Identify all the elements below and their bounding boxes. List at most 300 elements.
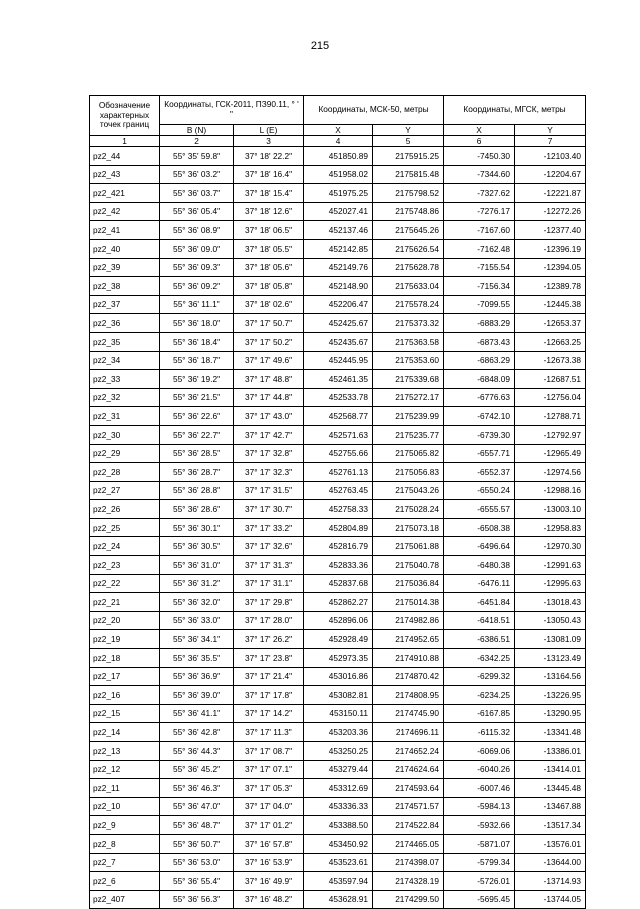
mgsk-y-cell: -12970.30 <box>515 537 586 556</box>
table-row <box>90 500 586 519</box>
longitude-l-cell: 37° 17' 26.2" <box>234 630 304 649</box>
mgsk-x-cell: -6883.29 <box>444 314 515 333</box>
mgsk-x-cell: -6476.11 <box>444 574 515 593</box>
mgsk-x-cell: -6299.32 <box>444 667 515 686</box>
msk-y-cell: 2175272.17 <box>373 388 444 407</box>
table-row <box>90 556 586 575</box>
point-name-cell: pz2_12 <box>90 760 160 779</box>
mgsk-y-cell: -13744.05 <box>515 890 586 909</box>
msk-x-cell: 452137.46 <box>304 221 373 240</box>
longitude-l-cell: 37° 17' 48.8" <box>234 370 304 389</box>
mgsk-y-cell: -12377.40 <box>515 221 586 240</box>
latitude-b-cell: 55° 36' 05.4" <box>160 202 234 221</box>
table-row <box>90 184 586 203</box>
mgsk-x-cell: -5932.66 <box>444 816 515 835</box>
msk-x-cell: 453523.61 <box>304 853 373 872</box>
longitude-l-cell: 37° 18' 16.4" <box>234 165 304 184</box>
mgsk-y-cell: -12389.78 <box>515 277 586 296</box>
msk-x-cell: 453150.11 <box>304 704 373 723</box>
msk-y-cell: 2174808.95 <box>373 686 444 705</box>
msk-x-cell: 452862.27 <box>304 593 373 612</box>
latitude-b-cell: 55° 35' 59.8" <box>160 147 234 166</box>
msk-x-cell: 453450.92 <box>304 834 373 853</box>
mgsk-x-cell: -6451.84 <box>444 593 515 612</box>
mgsk-y-cell: -12445.38 <box>515 295 586 314</box>
longitude-l-cell: 37° 17' 31.1" <box>234 574 304 593</box>
table-row <box>90 611 586 630</box>
mgsk-x-cell: -6496.64 <box>444 537 515 556</box>
longitude-l-cell: 37° 17' 08.7" <box>234 742 304 761</box>
latitude-b-cell: 55° 36' 18.7" <box>160 351 234 370</box>
point-name-cell: pz2_40 <box>90 239 160 258</box>
msk-x-cell: 452928.49 <box>304 630 373 649</box>
msk-y-cell: 2174696.11 <box>373 723 444 742</box>
msk-y-cell: 2175363.58 <box>373 332 444 351</box>
mgsk-y-cell: -13644.00 <box>515 853 586 872</box>
mgsk-x-cell: -6167.85 <box>444 704 515 723</box>
table-row <box>90 239 586 258</box>
mgsk-y-cell: -13576.01 <box>515 834 586 853</box>
mgsk-x-cell: -5871.07 <box>444 834 515 853</box>
longitude-l-cell: 37° 18' 05.6" <box>234 258 304 277</box>
coordinates-table <box>89 95 586 909</box>
msk-x-cell: 453388.50 <box>304 816 373 835</box>
point-name-cell: pz2_33 <box>90 370 160 389</box>
latitude-b-cell: 55° 36' 44.3" <box>160 742 234 761</box>
msk-y-cell: 2174522.84 <box>373 816 444 835</box>
mgsk-x-cell: -6115.32 <box>444 723 515 742</box>
latitude-b-cell: 55° 36' 30.1" <box>160 518 234 537</box>
subheader-msk-y: Y <box>373 125 444 136</box>
point-name-cell: pz2_27 <box>90 481 160 500</box>
table-row <box>90 779 586 798</box>
point-name-cell: pz2_13 <box>90 742 160 761</box>
msk-y-cell: 2175748.86 <box>373 202 444 221</box>
longitude-l-cell: 37° 17' 33.2" <box>234 518 304 537</box>
table-row <box>90 370 586 389</box>
table-row <box>90 816 586 835</box>
msk-x-cell: 453279.44 <box>304 760 373 779</box>
point-name-cell: pz2_44 <box>90 147 160 166</box>
point-name-cell: pz2_25 <box>90 518 160 537</box>
table-row <box>90 518 586 537</box>
mgsk-y-cell: -12673.38 <box>515 351 586 370</box>
msk-y-cell: 2175798.52 <box>373 184 444 203</box>
mgsk-y-cell: -12221.87 <box>515 184 586 203</box>
table-row <box>90 797 586 816</box>
table-row <box>90 295 586 314</box>
point-name-cell: pz2_421 <box>90 184 160 203</box>
longitude-l-cell: 37° 18' 15.4" <box>234 184 304 203</box>
table-row <box>90 481 586 500</box>
longitude-l-cell: 37° 17' 32.6" <box>234 537 304 556</box>
point-name-cell: pz2_407 <box>90 890 160 909</box>
longitude-l-cell: 37° 17' 32.3" <box>234 463 304 482</box>
latitude-b-cell: 55° 36' 34.1" <box>160 630 234 649</box>
point-name-cell: pz2_7 <box>90 853 160 872</box>
point-name-cell: pz2_32 <box>90 388 160 407</box>
msk-y-cell: 2175043.26 <box>373 481 444 500</box>
msk-x-cell: 452425.67 <box>304 314 373 333</box>
mgsk-y-cell: -13467.88 <box>515 797 586 816</box>
mgsk-y-cell: -13714.93 <box>515 872 586 891</box>
longitude-l-cell: 37° 17' 17.8" <box>234 686 304 705</box>
msk-y-cell: 2174398.07 <box>373 853 444 872</box>
point-name-cell: pz2_39 <box>90 258 160 277</box>
table-row <box>90 742 586 761</box>
latitude-b-cell: 55° 36' 28.5" <box>160 444 234 463</box>
msk-x-cell: 452461.35 <box>304 370 373 389</box>
latitude-b-cell: 55° 36' 42.8" <box>160 723 234 742</box>
msk-x-cell: 452833.36 <box>304 556 373 575</box>
latitude-b-cell: 55° 36' 48.7" <box>160 816 234 835</box>
mgsk-y-cell: -12788.71 <box>515 407 586 426</box>
latitude-b-cell: 55° 36' 53.0" <box>160 853 234 872</box>
point-name-cell: pz2_43 <box>90 165 160 184</box>
latitude-b-cell: 55° 36' 28.7" <box>160 463 234 482</box>
msk-y-cell: 2174870.42 <box>373 667 444 686</box>
mgsk-x-cell: -6552.37 <box>444 463 515 482</box>
longitude-l-cell: 37° 16' 49.9" <box>234 872 304 891</box>
msk-y-cell: 2175645.26 <box>373 221 444 240</box>
mgsk-y-cell: -13445.48 <box>515 779 586 798</box>
msk-x-cell: 452206.47 <box>304 295 373 314</box>
latitude-b-cell: 55° 36' 11.1" <box>160 295 234 314</box>
msk-y-cell: 2174299.50 <box>373 890 444 909</box>
mgsk-x-cell: -6557.71 <box>444 444 515 463</box>
mgsk-y-cell: -13226.95 <box>515 686 586 705</box>
point-name-cell: pz2_20 <box>90 611 160 630</box>
point-name-cell: pz2_15 <box>90 704 160 723</box>
msk-x-cell: 452973.35 <box>304 649 373 668</box>
point-name-cell: pz2_23 <box>90 556 160 575</box>
mgsk-y-cell: -13517.34 <box>515 816 586 835</box>
point-name-cell: pz2_17 <box>90 667 160 686</box>
longitude-l-cell: 37° 17' 07.1" <box>234 760 304 779</box>
table-row <box>90 165 586 184</box>
msk-x-cell: 453203.36 <box>304 723 373 742</box>
mgsk-y-cell: -12396.19 <box>515 239 586 258</box>
msk-y-cell: 2175073.18 <box>373 518 444 537</box>
mgsk-x-cell: -7344.60 <box>444 165 515 184</box>
column-number: 6 <box>444 136 515 147</box>
point-name-cell: pz2_9 <box>90 816 160 835</box>
point-name-cell: pz2_14 <box>90 723 160 742</box>
latitude-b-cell: 55° 36' 41.1" <box>160 704 234 723</box>
column-number: 2 <box>160 136 234 147</box>
msk-y-cell: 2175353.60 <box>373 351 444 370</box>
mgsk-y-cell: -12792.97 <box>515 425 586 444</box>
mgsk-x-cell: -6550.24 <box>444 481 515 500</box>
longitude-l-cell: 37° 16' 57.8" <box>234 834 304 853</box>
latitude-b-cell: 55° 36' 33.0" <box>160 611 234 630</box>
mgsk-x-cell: -6418.51 <box>444 611 515 630</box>
longitude-l-cell: 37° 17' 29.8" <box>234 593 304 612</box>
msk-y-cell: 2174571.57 <box>373 797 444 816</box>
latitude-b-cell: 55° 36' 03.7" <box>160 184 234 203</box>
longitude-l-cell: 37° 17' 28.0" <box>234 611 304 630</box>
msk-y-cell: 2174745.90 <box>373 704 444 723</box>
table-row <box>90 407 586 426</box>
msk-y-cell: 2175061.88 <box>373 537 444 556</box>
msk-x-cell: 453628.91 <box>304 890 373 909</box>
msk-x-cell: 452435.67 <box>304 332 373 351</box>
msk-y-cell: 2174328.19 <box>373 872 444 891</box>
latitude-b-cell: 55° 36' 18.4" <box>160 332 234 351</box>
table-row <box>90 258 586 277</box>
msk-y-cell: 2175065.82 <box>373 444 444 463</box>
point-name-cell: pz2_37 <box>90 295 160 314</box>
latitude-b-cell: 55° 36' 39.0" <box>160 686 234 705</box>
msk-x-cell: 453312.69 <box>304 779 373 798</box>
mgsk-y-cell: -13290.95 <box>515 704 586 723</box>
mgsk-x-cell: -6480.38 <box>444 556 515 575</box>
latitude-b-cell: 55° 36' 08.9" <box>160 221 234 240</box>
point-name-cell: pz2_18 <box>90 649 160 668</box>
table-row <box>90 444 586 463</box>
subheader-msk-x: X <box>304 125 373 136</box>
table-row <box>90 277 586 296</box>
mgsk-x-cell: -6342.25 <box>444 649 515 668</box>
table-row <box>90 686 586 705</box>
msk-y-cell: 2174465.05 <box>373 834 444 853</box>
mgsk-x-cell: -6069.06 <box>444 742 515 761</box>
msk-y-cell: 2175339.68 <box>373 370 444 389</box>
mgsk-x-cell: -7156.34 <box>444 277 515 296</box>
latitude-b-cell: 55° 36' 32.0" <box>160 593 234 612</box>
msk-x-cell: 453597.94 <box>304 872 373 891</box>
longitude-l-cell: 37° 17' 14.2" <box>234 704 304 723</box>
mgsk-y-cell: -13018.43 <box>515 593 586 612</box>
table-row <box>90 630 586 649</box>
longitude-l-cell: 37° 17' 04.0" <box>234 797 304 816</box>
point-name-cell: pz2_41 <box>90 221 160 240</box>
point-name-cell: pz2_22 <box>90 574 160 593</box>
column-number: 7 <box>515 136 586 147</box>
table-row <box>90 537 586 556</box>
table-row <box>90 890 586 909</box>
mgsk-x-cell: -6873.43 <box>444 332 515 351</box>
mgsk-y-cell: -13386.01 <box>515 742 586 761</box>
mgsk-y-cell: -12653.37 <box>515 314 586 333</box>
column-number: 1 <box>90 136 160 147</box>
longitude-l-cell: 37° 17' 01.2" <box>234 816 304 835</box>
mgsk-y-cell: -12756.04 <box>515 388 586 407</box>
point-name-cell: pz2_36 <box>90 314 160 333</box>
mgsk-y-cell: -12204.67 <box>515 165 586 184</box>
longitude-l-cell: 37° 18' 05.5" <box>234 239 304 258</box>
longitude-l-cell: 37° 17' 30.7" <box>234 500 304 519</box>
latitude-b-cell: 55° 36' 30.5" <box>160 537 234 556</box>
latitude-b-cell: 55° 36' 28.8" <box>160 481 234 500</box>
mgsk-x-cell: -6386.51 <box>444 630 515 649</box>
point-name-cell: pz2_28 <box>90 463 160 482</box>
mgsk-y-cell: -13050.43 <box>515 611 586 630</box>
header-msk-coordinates: Координаты, МСК-50, метры <box>304 96 444 125</box>
msk-x-cell: 451958.02 <box>304 165 373 184</box>
table-row <box>90 202 586 221</box>
mgsk-x-cell: -6863.29 <box>444 351 515 370</box>
msk-x-cell: 453016.86 <box>304 667 373 686</box>
column-number: 3 <box>234 136 304 147</box>
point-name-cell: pz2_29 <box>90 444 160 463</box>
mgsk-y-cell: -12687.51 <box>515 370 586 389</box>
subheader-b: B (N) <box>160 125 234 136</box>
mgsk-y-cell: -13414.01 <box>515 760 586 779</box>
latitude-b-cell: 55° 36' 28.6" <box>160 500 234 519</box>
table-row <box>90 667 586 686</box>
longitude-l-cell: 37° 17' 44.8" <box>234 388 304 407</box>
msk-x-cell: 452755.66 <box>304 444 373 463</box>
mgsk-y-cell: -12974.56 <box>515 463 586 482</box>
point-name-cell: pz2_6 <box>90 872 160 891</box>
latitude-b-cell: 55° 36' 50.7" <box>160 834 234 853</box>
mgsk-x-cell: -6776.63 <box>444 388 515 407</box>
mgsk-x-cell: -7162.48 <box>444 239 515 258</box>
point-name-cell: pz2_34 <box>90 351 160 370</box>
mgsk-x-cell: -6234.25 <box>444 686 515 705</box>
msk-x-cell: 451850.89 <box>304 147 373 166</box>
msk-x-cell: 451975.25 <box>304 184 373 203</box>
msk-x-cell: 452816.79 <box>304 537 373 556</box>
mgsk-y-cell: -13341.48 <box>515 723 586 742</box>
point-name-cell: pz2_10 <box>90 797 160 816</box>
mgsk-x-cell: -6007.46 <box>444 779 515 798</box>
mgsk-y-cell: -13003.10 <box>515 500 586 519</box>
msk-x-cell: 452804.89 <box>304 518 373 537</box>
msk-y-cell: 2175628.78 <box>373 258 444 277</box>
header-point-designation: Обозначение характерных точек границ <box>90 96 160 136</box>
table-row <box>90 649 586 668</box>
msk-x-cell: 452758.33 <box>304 500 373 519</box>
mgsk-x-cell: -6742.10 <box>444 407 515 426</box>
table-body <box>90 147 586 909</box>
point-name-cell: pz2_35 <box>90 332 160 351</box>
longitude-l-cell: 37° 18' 05.8" <box>234 277 304 296</box>
msk-x-cell: 452896.06 <box>304 611 373 630</box>
msk-x-cell: 452761.13 <box>304 463 373 482</box>
point-name-cell: pz2_42 <box>90 202 160 221</box>
mgsk-y-cell: -12272.26 <box>515 202 586 221</box>
table-row <box>90 872 586 891</box>
msk-x-cell: 452027.41 <box>304 202 373 221</box>
table-row <box>90 332 586 351</box>
msk-x-cell: 452763.45 <box>304 481 373 500</box>
longitude-l-cell: 37° 17' 49.6" <box>234 351 304 370</box>
longitude-l-cell: 37° 18' 12.6" <box>234 202 304 221</box>
subheader-l: L (E) <box>234 125 304 136</box>
subheader-mgsk-x: X <box>444 125 515 136</box>
mgsk-x-cell: -6508.38 <box>444 518 515 537</box>
msk-y-cell: 2175578.24 <box>373 295 444 314</box>
point-name-cell: pz2_30 <box>90 425 160 444</box>
mgsk-y-cell: -13123.49 <box>515 649 586 668</box>
table-row <box>90 351 586 370</box>
msk-y-cell: 2174652.24 <box>373 742 444 761</box>
longitude-l-cell: 37° 17' 11.3" <box>234 723 304 742</box>
table-row <box>90 704 586 723</box>
mgsk-y-cell: -12988.16 <box>515 481 586 500</box>
msk-x-cell: 452533.78 <box>304 388 373 407</box>
latitude-b-cell: 55° 36' 22.6" <box>160 407 234 426</box>
msk-x-cell: 453250.25 <box>304 742 373 761</box>
latitude-b-cell: 55° 36' 19.2" <box>160 370 234 389</box>
mgsk-y-cell: -12958.83 <box>515 518 586 537</box>
table-row <box>90 147 586 166</box>
msk-y-cell: 2175239.99 <box>373 407 444 426</box>
point-name-cell: pz2_19 <box>90 630 160 649</box>
mgsk-y-cell: -12995.63 <box>515 574 586 593</box>
longitude-l-cell: 37° 17' 31.3" <box>234 556 304 575</box>
msk-x-cell: 452149.76 <box>304 258 373 277</box>
latitude-b-cell: 55° 36' 09.2" <box>160 277 234 296</box>
msk-y-cell: 2175014.38 <box>373 593 444 612</box>
mgsk-x-cell: -5799.34 <box>444 853 515 872</box>
table-row <box>90 853 586 872</box>
table-row <box>90 425 586 444</box>
table-row <box>90 760 586 779</box>
longitude-l-cell: 37° 18' 02.6" <box>234 295 304 314</box>
table-row <box>90 221 586 240</box>
table-row <box>90 723 586 742</box>
point-name-cell: pz2_24 <box>90 537 160 556</box>
msk-y-cell: 2175040.78 <box>373 556 444 575</box>
msk-y-cell: 2174910.88 <box>373 649 444 668</box>
mgsk-x-cell: -7450.30 <box>444 147 515 166</box>
msk-y-cell: 2175633.04 <box>373 277 444 296</box>
longitude-l-cell: 37° 17' 23.8" <box>234 649 304 668</box>
point-name-cell: pz2_26 <box>90 500 160 519</box>
latitude-b-cell: 55° 36' 56.3" <box>160 890 234 909</box>
header-gsk-coordinates: Координаты, ГСК-2011, ПЗ90.11, ° ' " <box>160 96 304 125</box>
latitude-b-cell: 55° 36' 09.3" <box>160 258 234 277</box>
longitude-l-cell: 37° 18' 22.2" <box>234 147 304 166</box>
latitude-b-cell: 55° 36' 03.2" <box>160 165 234 184</box>
mgsk-x-cell: -7155.54 <box>444 258 515 277</box>
mgsk-x-cell: -7276.17 <box>444 202 515 221</box>
longitude-l-cell: 37° 16' 53.9" <box>234 853 304 872</box>
table-row <box>90 314 586 333</box>
longitude-l-cell: 37° 18' 06.5" <box>234 221 304 240</box>
column-number: 4 <box>304 136 373 147</box>
msk-y-cell: 2175915.25 <box>373 147 444 166</box>
latitude-b-cell: 55° 36' 35.5" <box>160 649 234 668</box>
page-number: 215 <box>310 40 330 52</box>
longitude-l-cell: 37° 16' 48.2" <box>234 890 304 909</box>
mgsk-y-cell: -12965.49 <box>515 444 586 463</box>
longitude-l-cell: 37° 17' 21.4" <box>234 667 304 686</box>
header-mgsk-coordinates: Координаты, МГСК, метры <box>444 96 586 125</box>
mgsk-x-cell: -7099.55 <box>444 295 515 314</box>
latitude-b-cell: 55° 36' 55.4" <box>160 872 234 891</box>
msk-x-cell: 452568.77 <box>304 407 373 426</box>
mgsk-x-cell: -5984.13 <box>444 797 515 816</box>
mgsk-x-cell: -6848.09 <box>444 370 515 389</box>
mgsk-y-cell: -13164.56 <box>515 667 586 686</box>
mgsk-x-cell: -6555.57 <box>444 500 515 519</box>
point-name-cell: pz2_8 <box>90 834 160 853</box>
msk-x-cell: 453082.81 <box>304 686 373 705</box>
point-name-cell: pz2_11 <box>90 779 160 798</box>
table-row <box>90 834 586 853</box>
msk-y-cell: 2175235.77 <box>373 425 444 444</box>
mgsk-y-cell: -12394.05 <box>515 258 586 277</box>
table-row <box>90 388 586 407</box>
column-number: 5 <box>373 136 444 147</box>
msk-y-cell: 2175056.83 <box>373 463 444 482</box>
latitude-b-cell: 55° 36' 47.0" <box>160 797 234 816</box>
mgsk-y-cell: -12663.25 <box>515 332 586 351</box>
